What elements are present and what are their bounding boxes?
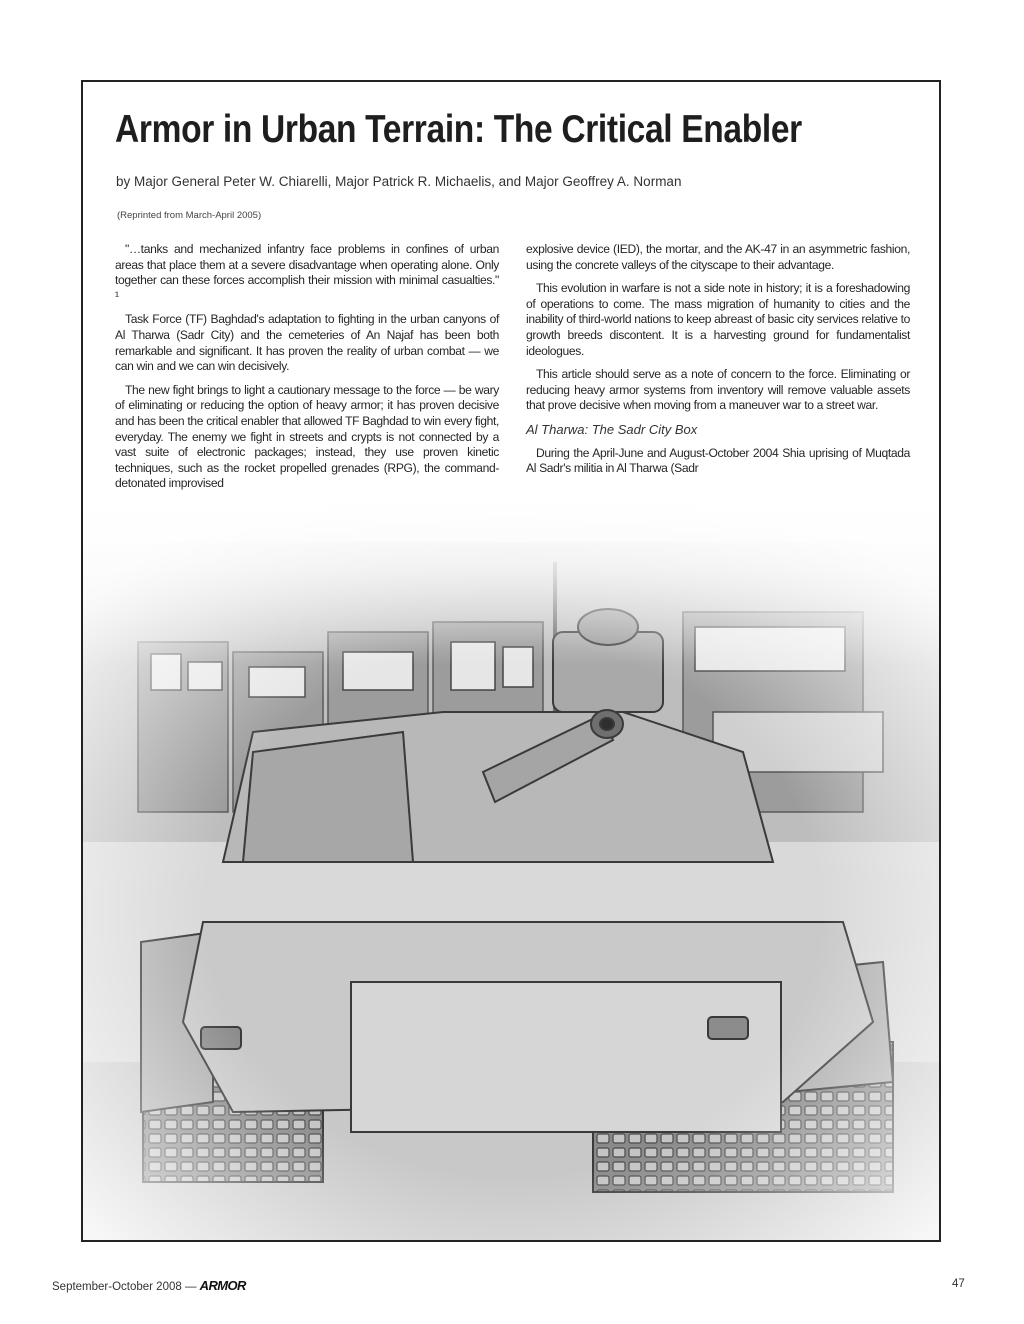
body-paragraph: "…tanks and mechanized infantry face problems in confines of urban areas that place them at a severe disadvantage when operating alone. Only together can these forces accomplish their mission with minimal casualties." ¹ — [115, 242, 499, 303]
article-title: Armor in Urban Terrain: The Critical Enabler — [115, 108, 802, 151]
article-frame — [81, 80, 941, 1242]
body-paragraph: This article should serve as a note of concern to the force. Eliminating or reducing heavy armor systems from inventory will remove valuable assets that prove decisive when moving from a maneuver war to a street war. — [526, 367, 910, 413]
article-text-area — [83, 82, 939, 544]
page-number: 47 — [952, 1278, 965, 1290]
body-paragraph: explosive device (IED), the mortar, and the AK-47 in an asymmetric fashion, using the concrete valleys of the cityscape to their advantage. — [526, 242, 910, 272]
article-byline: by Major General Peter W. Chiarelli, Major Patrick R. Michaelis, and Major Geoffrey A. Norman — [116, 174, 682, 189]
body-paragraph: Task Force (TF) Baghdad's adaptation to fighting in the urban canyons of Al Tharwa (Sadr City) and the cemeteries of An Najaf has been both remarkable and significant. It has proven the reality of urban combat — we can win and we can win decisively. — [115, 312, 499, 374]
tank-illustration — [83, 502, 941, 1242]
body-paragraph: This evolution in warfare is not a side note in history; it is a foreshadowing of operations to come. The mass migration of humanity to cities and the inability of third-world nations to keep abreast of basic city services relative to growth breeds discontent. It is a harvesting ground for fundamentalist ideologues. — [526, 281, 910, 358]
issue-date: September-October 2008 — — [52, 1281, 197, 1293]
section-heading: Al Tharwa: The Sadr City Box — [526, 421, 698, 437]
footer-issue — [52, 1278, 246, 1293]
right-column — [526, 242, 910, 485]
reprint-note: (Reprinted from March-April 2005) — [117, 210, 262, 221]
body-paragraph: During the April-June and August-October 2004 Shia uprising of Muqtada Al Sadr's militia in Al Tharwa (Sadr — [526, 445, 910, 476]
left-column — [115, 242, 499, 500]
body-paragraph: The new fight brings to light a cautionary message to the force — be wary of eliminating or reducing the option of heavy armor; it has proven decisive and has been the critical enabler that allowed TF Baghdad to win every fight, everyday. The enemy we fight in streets and crypts is not connected by a vast suite of electronic packages; instead, they use proven kinetic techniques, such as the rocket propelled grenades (RPG), the command-detonated improvised — [115, 382, 499, 491]
magazine-logo: ARMOR — [199, 1278, 246, 1293]
